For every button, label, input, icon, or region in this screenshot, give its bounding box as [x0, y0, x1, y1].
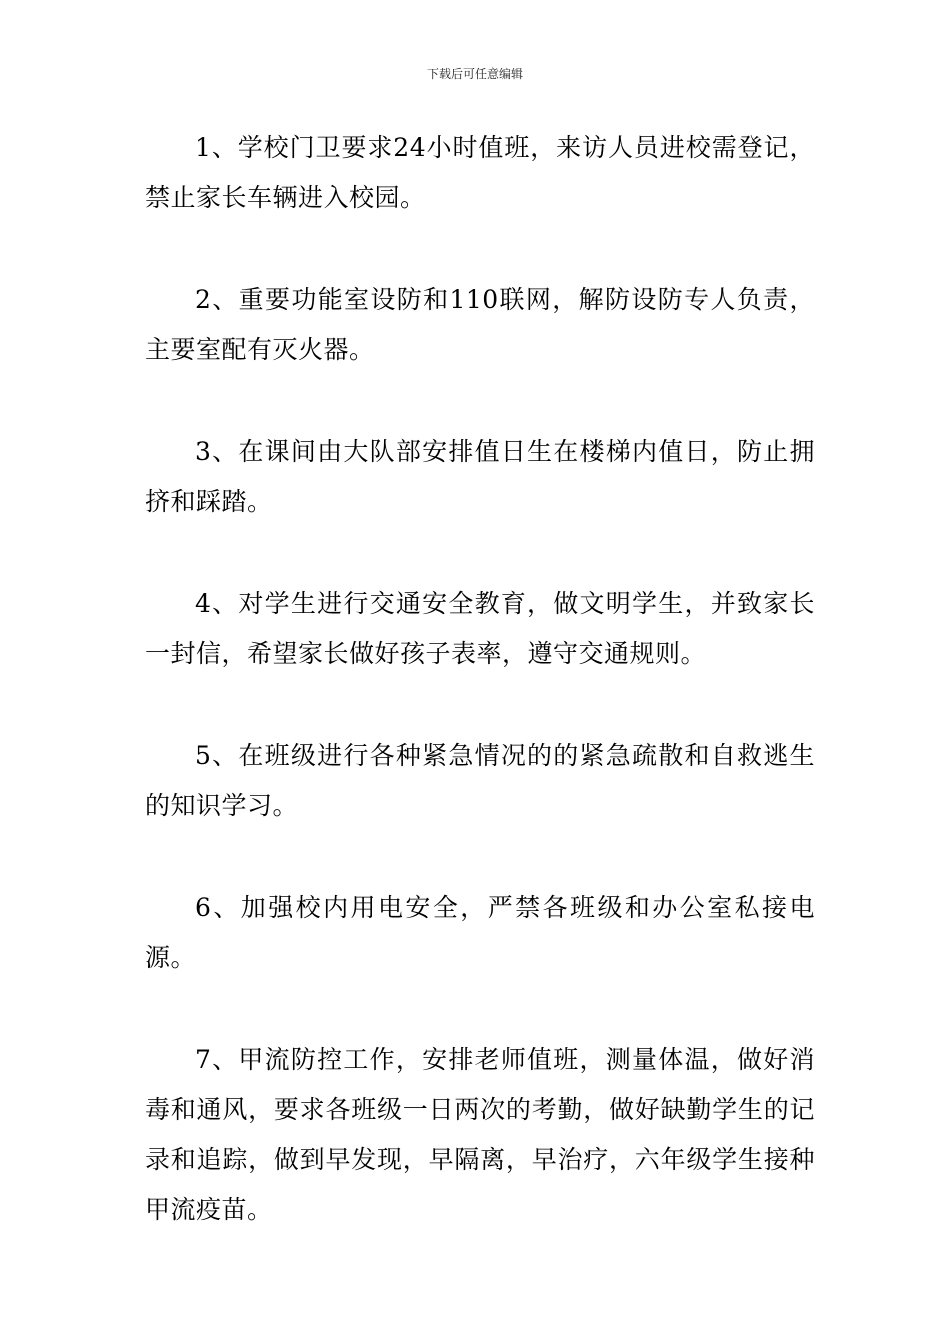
paragraph-1: 1、学校门卫要求24小时值班，来访人员进校需登记，禁止家长车辆进入校园。 [145, 133, 815, 212]
paragraph-2: 2、重要功能室设防和110联网，解防设防专人负责，主要室配有灭火器。 [145, 285, 815, 364]
page-header: 下载后可任意编辑 [426, 67, 523, 81]
paragraph-3: 3、在课间由大队部安排值日生在楼梯内值日，防止拥挤和踩踏。 [145, 437, 815, 516]
paragraph-4: 4、对学生进行交通安全教育，做文明学生，并致家长一封信，希望家长做好孩子表率，遵守交通规则。 [145, 589, 815, 668]
paragraph-6: 6、加强校内用电安全，严禁各班级和办公室私接电源。 [145, 893, 815, 972]
paragraph-7: 7、甲流防控工作，安排老师值班，测量体温，做好消毒和通风，要求各班级一日两次的考勤，做好缺勤学生的记录和追踪，做到早发现，早隔离，早治疗，六年级学生接种甲流疫苗。 [145, 1045, 815, 1224]
document-body [145, 123, 815, 1287]
paragraph-5: 5、在班级进行各种紧急情况的的紧急疏散和自救逃生的知识学习。 [145, 741, 815, 820]
